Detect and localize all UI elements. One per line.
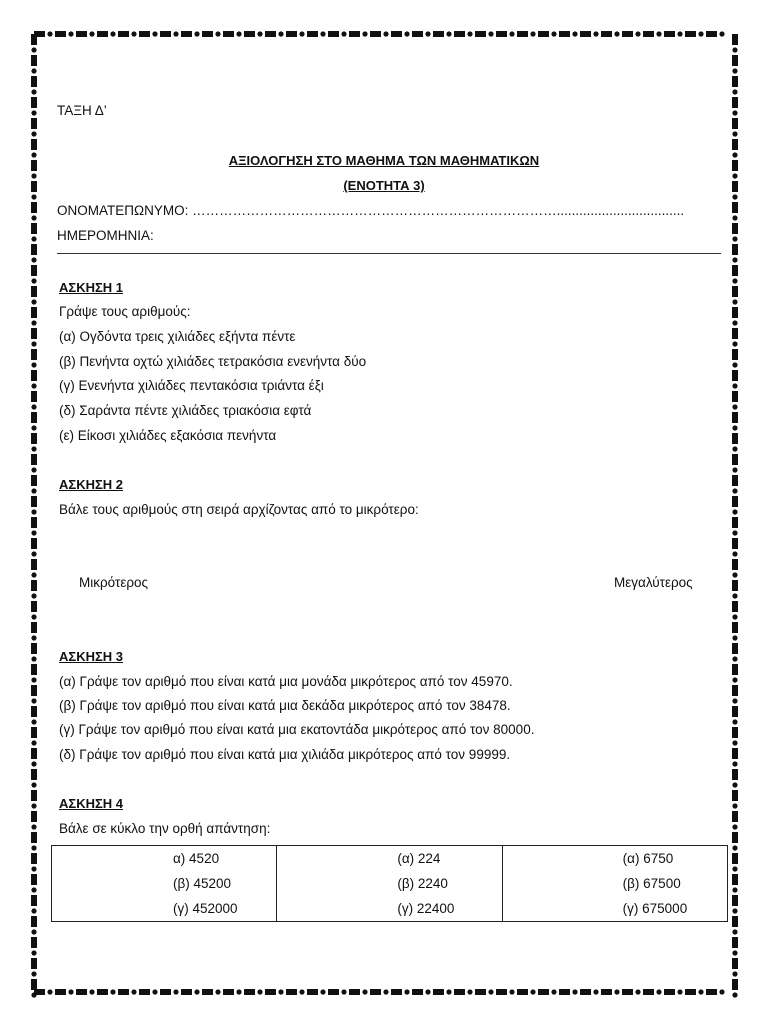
exercise3-item: (α) Γράψε τον αριθμό που είναι κατά μια μονάδα μικρότερος από τον 45970. [59,674,513,689]
exercise3-item: (δ) Γράψε τον αριθμό που είναι κατά μια χιλιάδα μικρότερος από τον 99999. [59,747,511,762]
answer-option[interactable]: (γ) 452000 [173,901,238,916]
exercise3-item: (β) Γράψε τον αριθμό που είναι κατά μια δεκάδα μικρότερος από τον 38478. [59,698,511,713]
exercise1-instruction: Γράψε τους αριθμούς: [59,304,191,319]
exercise4-instruction: Βάλε σε κύκλο την ορθή απάντηση: [59,821,271,836]
header-divider [57,253,721,254]
exercise1-item: (δ) Σαράντα πέντε χιλιάδες τριακόσια εφτά [59,403,312,418]
exercise1-item: (γ) Ενενήντα χιλιάδες πεντακόσια τριάντα έξι [59,378,324,393]
answer-option[interactable]: (α) 6750 [622,851,674,866]
exercise1-title: ΑΣΚΗΣΗ 1 [59,280,123,295]
answer-option[interactable]: α) 4520 [173,851,220,866]
answer-option[interactable]: (β) 2240 [397,876,448,891]
largest-label: Μεγαλύτερος [614,575,693,590]
table-row [52,846,728,922]
page-title: ΑΞΙΟΛΟΓΗΣΗ ΣΤΟ ΜΑΘΗΜΑ ΤΩΝ ΜΑΘΗΜΑΤΙΚΩΝ [228,153,540,168]
exercise3-item: (γ) Γράψε τον αριθμό που είναι κατά μια εκατοντάδα μικρότερος από τον 80000. [59,722,535,737]
page-subtitle: (ΕΝΟΤΗΤΑ 3) [343,178,425,193]
exercise1-item: (α) Ογδόντα τρεις χιλιάδες εξήντα πέντε [59,329,296,344]
answer-option[interactable]: (γ) 675000 [622,901,688,916]
exercise1-item: (β) Πενήντα οχτώ χιλιάδες τετρακόσια ενενήντα δύο [59,354,367,369]
smallest-label: Μικρότερος [79,575,149,590]
answer-column [52,846,277,922]
exercise4-title: ΑΣΚΗΣΗ 4 [59,796,123,811]
answer-table [51,845,728,922]
answer-column [277,846,502,922]
exercise1-item: (ε) Είκοσι χιλιάδες εξακόσια πενήντα [59,428,277,443]
answer-column [502,846,727,922]
answer-option[interactable]: (β) 67500 [622,876,681,891]
date-field: ΗΜΕΡΟΜΗΝΙΑ: [57,228,154,243]
answer-option[interactable]: (β) 45200 [173,876,232,891]
exercise3-title: ΑΣΚΗΣΗ 3 [59,649,123,664]
class-label: ΤΑΞΗ Δ’ [57,103,107,118]
exercise2-instruction: Βάλε τους αριθμούς στη σειρά αρχίζοντας από το μικρότερο: [59,502,419,517]
name-field: ΟΝΟΜΑΤΕΠΩΝΥΜΟ: ……………………………………………………………………….................................. [57,203,685,218]
answer-option[interactable]: (γ) 22400 [397,901,455,916]
answer-option[interactable]: (α) 224 [397,851,441,866]
exercise2-title: ΑΣΚΗΣΗ 2 [59,477,123,492]
